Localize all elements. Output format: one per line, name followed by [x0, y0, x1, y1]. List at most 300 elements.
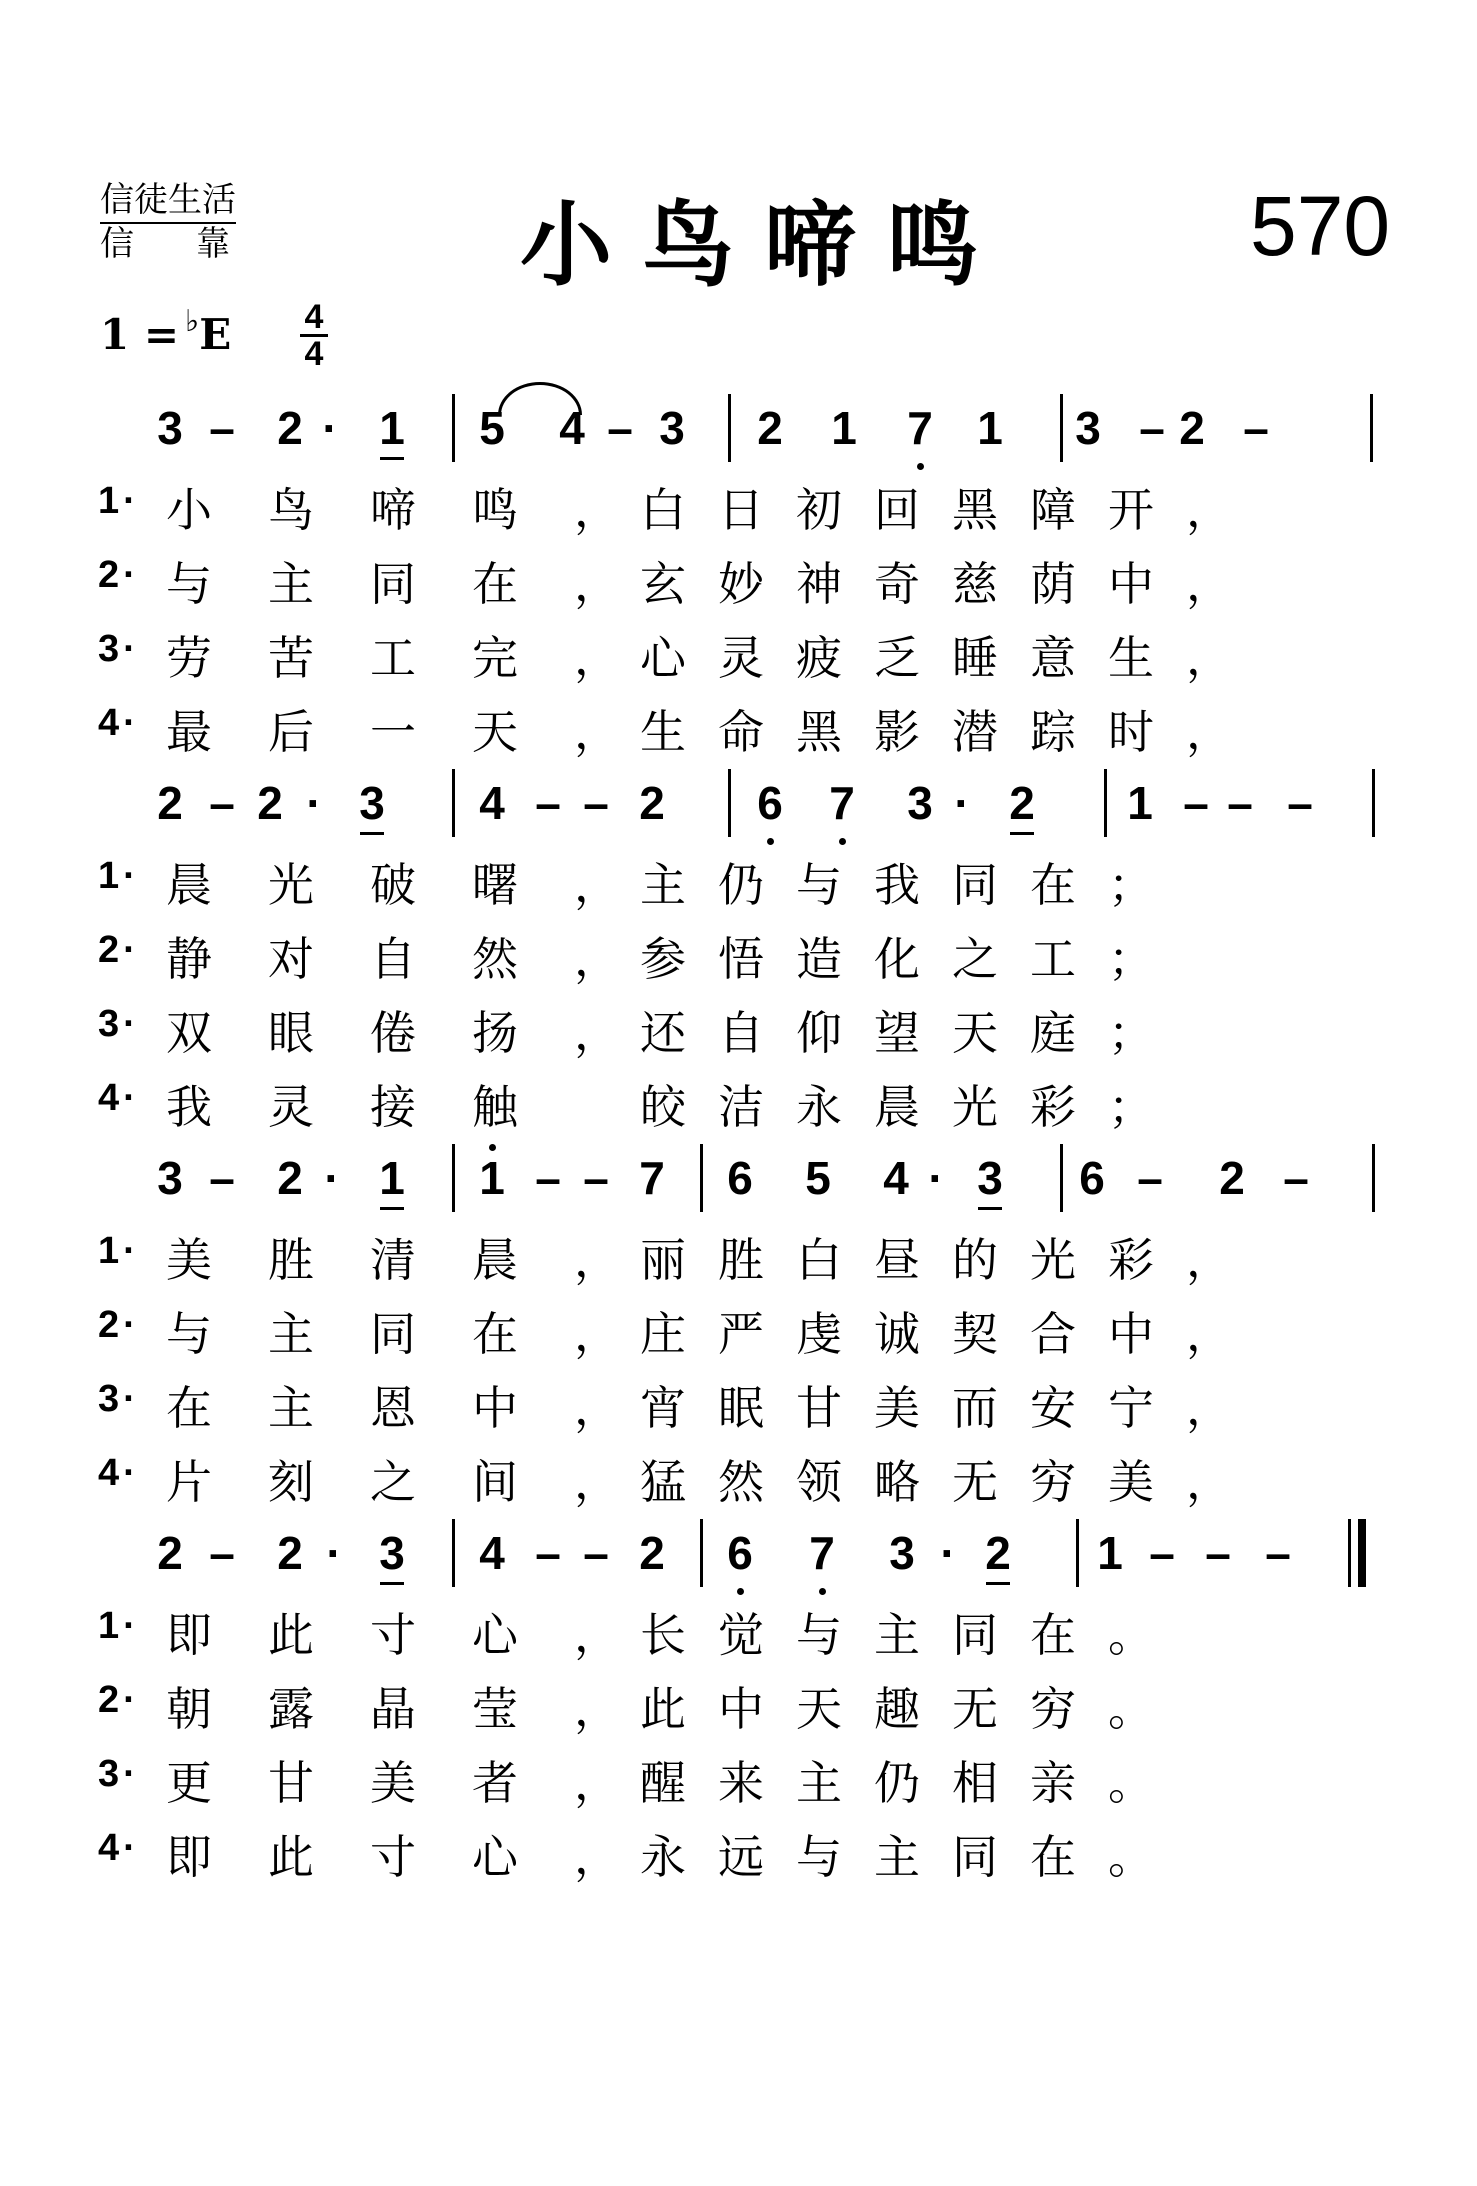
- lyric-char: 荫: [1030, 557, 1076, 611]
- lyric-char: 神: [796, 557, 842, 611]
- lyric-char: 意: [1030, 631, 1076, 685]
- note: –: [535, 777, 561, 829]
- lyric-char: 猛: [640, 1455, 686, 1509]
- note: 3: [1075, 402, 1101, 454]
- lyric-char: 之: [370, 1455, 416, 1509]
- lyric-char: 诚: [874, 1307, 920, 1361]
- lyric-char: 还: [640, 1006, 686, 1060]
- lyric-char: ，: [574, 1608, 620, 1662]
- lyric-char: 美: [166, 1233, 212, 1287]
- bar-line: [1060, 394, 1063, 462]
- note: –: [209, 1527, 235, 1579]
- lyric-char: ，: [574, 1830, 620, 1884]
- lyric-char: 寸: [370, 1830, 416, 1884]
- lyric-char: 回: [874, 483, 920, 537]
- note: 6: [750, 775, 790, 831]
- lyric-char: 彩: [1108, 1233, 1154, 1287]
- lyric-char: 美: [1108, 1455, 1154, 1509]
- note: –: [1243, 402, 1269, 454]
- lyric-char: 一: [370, 705, 416, 759]
- lyric-char: ，: [574, 1006, 620, 1060]
- lyric-char: 庄: [640, 1307, 686, 1361]
- lyric-char: 在: [1030, 1830, 1076, 1884]
- note: 1: [372, 1150, 412, 1206]
- lyric-char: 远: [718, 1830, 764, 1884]
- lyric-char: 合: [1030, 1307, 1076, 1361]
- lyric-char: 眼: [268, 1006, 314, 1060]
- lyric-char: 悟: [718, 932, 764, 986]
- low-octave-dot: [839, 838, 846, 845]
- lyric-char: 主: [268, 1307, 314, 1361]
- lyric-char: 。: [1108, 1608, 1154, 1662]
- bar-line: [452, 769, 455, 837]
- note: ·: [324, 1152, 340, 1204]
- note: 1: [977, 402, 1003, 454]
- underline-mark: [986, 1582, 1010, 1585]
- verse-number: 2 ·: [98, 1679, 136, 1722]
- verse-number: 4 ·: [98, 1452, 136, 1495]
- note: 3: [157, 1152, 183, 1204]
- hymn-number: 570: [1250, 179, 1391, 273]
- note: –: [583, 1152, 609, 1204]
- note: –: [209, 777, 235, 829]
- lyric-char: 胜: [268, 1233, 314, 1287]
- note: 2: [978, 1525, 1018, 1581]
- lyric-char: 黑: [796, 705, 842, 759]
- lyric-line: [0, 1294, 1477, 1370]
- lyric-char: 主: [796, 1756, 842, 1810]
- lyric-char: 朝: [166, 1682, 212, 1736]
- note: 1: [831, 402, 857, 454]
- lyric-char: 疲: [796, 631, 842, 685]
- score: [0, 390, 1477, 1890]
- bar-line: [700, 1519, 703, 1587]
- lyric-line: [0, 692, 1477, 768]
- bar-line: [1076, 1519, 1079, 1587]
- lyric-char: 白: [796, 1233, 842, 1287]
- lyric-char: 触: [472, 1080, 518, 1134]
- lyric-char: 无: [952, 1682, 998, 1736]
- lyric-char: ；: [1108, 858, 1154, 912]
- note: –: [1283, 1152, 1309, 1204]
- lyric-char: 光: [952, 1080, 998, 1134]
- meter-top: 4: [300, 300, 328, 337]
- lyric-char: 心: [472, 1830, 518, 1884]
- lyric-char: 天: [952, 1006, 998, 1060]
- lyric-char: 寸: [370, 1608, 416, 1662]
- note: ·: [306, 777, 322, 829]
- lyric-char: 晨: [472, 1233, 518, 1287]
- page-title: 小鸟啼鸣: [520, 192, 1009, 299]
- lyric-char: 甘: [796, 1381, 842, 1435]
- lyric-char: 鸣: [472, 483, 518, 537]
- lyric-char: ，: [574, 1233, 620, 1287]
- verse-number: 2 ·: [98, 929, 136, 972]
- lyric-char: 。: [1108, 1682, 1154, 1736]
- lyric-char: 心: [472, 1608, 518, 1662]
- lyric-char: 然: [472, 932, 518, 986]
- note: ·: [954, 777, 970, 829]
- lyric-char: 恩: [370, 1381, 416, 1435]
- note: –: [1227, 777, 1253, 829]
- lyric-char: 潜: [952, 705, 998, 759]
- verse-number: 3 ·: [98, 1753, 136, 1796]
- lyric-line: [0, 1368, 1477, 1444]
- lyric-char: ，: [574, 557, 620, 611]
- note: 1: [372, 400, 412, 456]
- lyric-char: 生: [1108, 631, 1154, 685]
- lyric-char: 灵: [268, 1080, 314, 1134]
- lyric-char: 双: [166, 1006, 212, 1060]
- lyric-char: 我: [166, 1080, 212, 1134]
- lyric-char: 更: [166, 1756, 212, 1810]
- lyric-char: ，: [574, 631, 620, 685]
- lyric-char: 日: [718, 483, 764, 537]
- note: 3: [889, 1527, 915, 1579]
- lyric-char: 自: [718, 1006, 764, 1060]
- lyric-char: ，: [574, 932, 620, 986]
- lyric-char: 间: [472, 1455, 518, 1509]
- verse-number: 3 ·: [98, 1378, 136, 1421]
- lyric-char: 领: [796, 1455, 842, 1509]
- lyric-char: 此: [268, 1608, 314, 1662]
- lyric-char: 长: [640, 1608, 686, 1662]
- note: 2: [277, 1527, 303, 1579]
- lyric-char: 昼: [874, 1233, 920, 1287]
- lyric-char: 天: [472, 705, 518, 759]
- lyric-char: 时: [1108, 705, 1154, 759]
- lyric-char: 晨: [874, 1080, 920, 1134]
- verse-number: 3 ·: [98, 628, 136, 671]
- time-signature: [300, 300, 328, 371]
- key-note: E: [199, 310, 232, 359]
- note: 6: [1079, 1152, 1105, 1204]
- lyric-char: 在: [1030, 858, 1076, 912]
- underline-mark: [380, 1207, 404, 1210]
- notes-row: [0, 765, 1477, 845]
- lyric-char: 同: [952, 1608, 998, 1662]
- note: 4: [479, 1527, 505, 1579]
- note: –: [535, 1152, 561, 1204]
- lyric-char: 趣: [874, 1682, 920, 1736]
- lyric-line: [0, 1817, 1477, 1893]
- lyric-char: 同: [952, 1830, 998, 1884]
- verse-number: 1 ·: [98, 855, 136, 898]
- lyric-char: 完: [472, 631, 518, 685]
- lyric-char: 在: [472, 1307, 518, 1361]
- low-octave-dot: [917, 463, 924, 470]
- lyric-char: 觉: [718, 1608, 764, 1662]
- note: 2: [1179, 402, 1205, 454]
- bar-line: [1348, 1519, 1351, 1587]
- final-bar-line: [1358, 1519, 1366, 1587]
- lyric-char: 略: [874, 1455, 920, 1509]
- lyric-char: 光: [268, 858, 314, 912]
- lyric-char: 自: [370, 932, 416, 986]
- lyric-char: ；: [1108, 1006, 1154, 1060]
- lyric-char: 障: [1030, 483, 1076, 537]
- lyric-char: 眠: [718, 1381, 764, 1435]
- lyric-char: 同: [370, 557, 416, 611]
- underline-mark: [360, 832, 384, 835]
- note: 2: [639, 1527, 665, 1579]
- lyric-char: 中: [1108, 1307, 1154, 1361]
- lyric-char: 踪: [1030, 705, 1076, 759]
- lyric-line: [0, 544, 1477, 620]
- bar-line: [452, 1519, 455, 1587]
- low-octave-dot: [737, 1588, 744, 1595]
- lyric-char: 静: [166, 932, 212, 986]
- note: 2: [157, 1527, 183, 1579]
- lyric-line: [0, 1067, 1477, 1143]
- bar-line: [1372, 769, 1375, 837]
- lyric-char: 然: [718, 1455, 764, 1509]
- lyric-char: 破: [370, 858, 416, 912]
- lyric-char: 醒: [640, 1756, 686, 1810]
- lyric-char: 。: [1108, 1756, 1154, 1810]
- verse-number: 2 ·: [98, 1304, 136, 1347]
- note: ·: [940, 1527, 956, 1579]
- lyric-char: 安: [1030, 1381, 1076, 1435]
- lyric-char: 主: [640, 858, 686, 912]
- lyric-char: 宁: [1108, 1381, 1154, 1435]
- lyric-char: 来: [718, 1756, 764, 1810]
- lyric-char: 苦: [268, 631, 314, 685]
- lyric-line: [0, 618, 1477, 694]
- lyric-char: 刻: [268, 1455, 314, 1509]
- lyric-char: ；: [1108, 932, 1154, 986]
- lyric-char: 片: [166, 1455, 212, 1509]
- lyric-char: 妙: [718, 557, 764, 611]
- low-octave-dot: [767, 838, 774, 845]
- lyric-char: 参: [640, 932, 686, 986]
- note: 5: [805, 1152, 831, 1204]
- note: 2: [157, 777, 183, 829]
- lyric-line: [0, 1595, 1477, 1671]
- note: ·: [322, 402, 338, 454]
- lyric-char: 在: [472, 557, 518, 611]
- lyric-char: 亲: [1030, 1756, 1076, 1810]
- lyric-line: [0, 845, 1477, 921]
- lyric-char: 严: [718, 1307, 764, 1361]
- lyric-char: 在: [166, 1381, 212, 1435]
- lyric-char: ，: [1186, 631, 1232, 685]
- lyric-char: 皎: [640, 1080, 686, 1134]
- lyric-char: 者: [472, 1756, 518, 1810]
- note: –: [1183, 777, 1209, 829]
- lyric-char: 最: [166, 705, 212, 759]
- note: ·: [326, 1527, 342, 1579]
- lyric-line: [0, 1220, 1477, 1296]
- lyric-char: 与: [796, 1830, 842, 1884]
- lyric-char: 奇: [874, 557, 920, 611]
- lyric-char: 初: [796, 483, 842, 537]
- lyric-char: 对: [268, 932, 314, 986]
- note: 2: [257, 777, 283, 829]
- lyric-char: ，: [1186, 1381, 1232, 1435]
- verse-number: 4 ·: [98, 702, 136, 745]
- note: 2: [757, 402, 783, 454]
- verse-number: 2 ·: [98, 554, 136, 597]
- lyric-char: 中: [1108, 557, 1154, 611]
- lyric-line: [0, 1442, 1477, 1518]
- lyric-char: 睡: [952, 631, 998, 685]
- lyric-char: 的: [952, 1233, 998, 1287]
- note: 4: [479, 777, 505, 829]
- lyric-char: 天: [796, 1682, 842, 1736]
- lyric-char: 中: [718, 1682, 764, 1736]
- lyric-char: ，: [574, 483, 620, 537]
- meter-bottom: 4: [304, 335, 324, 373]
- lyric-char: 。: [1108, 1830, 1154, 1884]
- note: 1: [1127, 777, 1153, 829]
- lyric-char: 此: [268, 1830, 314, 1884]
- lyric-char: 洁: [718, 1080, 764, 1134]
- bar-line: [728, 769, 731, 837]
- lyric-char: ，: [574, 1455, 620, 1509]
- note: 7: [802, 1525, 842, 1581]
- note: –: [209, 1152, 235, 1204]
- lyric-char: ，: [1186, 1233, 1232, 1287]
- lyric-char: 无: [952, 1455, 998, 1509]
- note: 6: [720, 1525, 760, 1581]
- notes-row: [0, 1515, 1477, 1595]
- lyric-char: ，: [1186, 557, 1232, 611]
- note: ·: [928, 1152, 944, 1204]
- lyric-char: 而: [952, 1381, 998, 1435]
- lyric-char: 之: [952, 932, 998, 986]
- note: 1: [472, 1150, 512, 1206]
- lyric-char: 相: [952, 1756, 998, 1810]
- lyric-char: 工: [1030, 932, 1076, 986]
- lyric-char: 主: [874, 1608, 920, 1662]
- lyric-char: 影: [874, 705, 920, 759]
- lyric-char: 倦: [370, 1006, 416, 1060]
- lyric-char: ，: [574, 1756, 620, 1810]
- lyric-char: 即: [166, 1608, 212, 1662]
- note: 6: [727, 1152, 753, 1204]
- lyric-char: 永: [796, 1080, 842, 1134]
- note: –: [535, 1527, 561, 1579]
- lyric-char: 命: [718, 705, 764, 759]
- lyric-char: 与: [796, 858, 842, 912]
- category-text: 信徒生活: [100, 180, 236, 224]
- lyric-char: 晨: [166, 858, 212, 912]
- underline-mark: [380, 457, 404, 460]
- note: 4: [559, 402, 585, 454]
- lyric-char: 光: [1030, 1233, 1076, 1287]
- lyric-line: [0, 1669, 1477, 1745]
- note: –: [583, 1527, 609, 1579]
- bar-line: [728, 394, 731, 462]
- lyric-char: 穷: [1030, 1682, 1076, 1736]
- note: 3: [907, 777, 933, 829]
- lyric-char: 美: [874, 1381, 920, 1435]
- lyric-char: 契: [952, 1307, 998, 1361]
- note: 7: [900, 400, 940, 456]
- note: –: [607, 402, 633, 454]
- note: 2: [277, 1152, 303, 1204]
- lyric-line: [0, 470, 1477, 546]
- lyric-char: 主: [268, 557, 314, 611]
- lyric-char: ，: [1186, 483, 1232, 537]
- bar-line: [700, 1144, 703, 1212]
- lyric-char: ；: [1108, 1080, 1154, 1134]
- lyric-char: 慈: [952, 557, 998, 611]
- underline-mark: [380, 1582, 404, 1585]
- lyric-char: 即: [166, 1830, 212, 1884]
- verse-number: 4 ·: [98, 1077, 136, 1120]
- note: –: [1149, 1527, 1175, 1579]
- lyric-char: ，: [1186, 705, 1232, 759]
- lyric-char: 我: [874, 858, 920, 912]
- low-octave-dot: [819, 1588, 826, 1595]
- lyric-char: 在: [1030, 1608, 1076, 1662]
- lyric-char: 扬: [472, 1006, 518, 1060]
- note: 7: [822, 775, 862, 831]
- note: –: [1139, 402, 1165, 454]
- tie-arc: [498, 382, 582, 415]
- note: 3: [157, 402, 183, 454]
- verse-number: 1 ·: [98, 1230, 136, 1273]
- lyric-char: 晶: [370, 1682, 416, 1736]
- lyric-char: 清: [370, 1233, 416, 1287]
- lyric-char: 同: [370, 1307, 416, 1361]
- note: 4: [883, 1152, 909, 1204]
- lyric-char: ，: [574, 858, 620, 912]
- flat-sign: ♭: [185, 304, 200, 339]
- note: 2: [639, 777, 665, 829]
- lyric-char: ，: [574, 1682, 620, 1736]
- lyric-char: 宵: [640, 1381, 686, 1435]
- note: –: [209, 402, 235, 454]
- note: –: [583, 777, 609, 829]
- note: 2: [1219, 1152, 1245, 1204]
- note: –: [1287, 777, 1313, 829]
- lyric-char: 后: [268, 705, 314, 759]
- lyric-char: 劳: [166, 631, 212, 685]
- lyric-char: 望: [874, 1006, 920, 1060]
- system-1: [0, 390, 1477, 765]
- lyric-char: 主: [874, 1830, 920, 1884]
- system-2: [0, 765, 1477, 1140]
- note: –: [1205, 1527, 1231, 1579]
- bar-line: [1104, 769, 1107, 837]
- lyric-char: 鸟: [268, 483, 314, 537]
- bar-line: [452, 394, 455, 462]
- lyric-char: 庭: [1030, 1006, 1076, 1060]
- lyric-char: 小: [166, 483, 212, 537]
- lyric-char: 曙: [472, 858, 518, 912]
- lyric-char: 穷: [1030, 1455, 1076, 1509]
- lyric-char: 玄: [640, 557, 686, 611]
- note: 3: [372, 1525, 412, 1581]
- note: 5: [479, 402, 505, 454]
- lyric-char: 生: [640, 705, 686, 759]
- note: 2: [1002, 775, 1042, 831]
- lyric-char: 同: [952, 858, 998, 912]
- bar-line: [452, 1144, 455, 1212]
- lyric-char: 与: [796, 1608, 842, 1662]
- key-signature: [100, 304, 232, 359]
- lyric-char: ，: [1186, 1307, 1232, 1361]
- system-3: [0, 1140, 1477, 1515]
- lyric-char: 造: [796, 932, 842, 986]
- lyric-char: 此: [640, 1682, 686, 1736]
- underline-mark: [1010, 832, 1034, 835]
- lyric-char: 接: [370, 1080, 416, 1134]
- lyric-char: 露: [268, 1682, 314, 1736]
